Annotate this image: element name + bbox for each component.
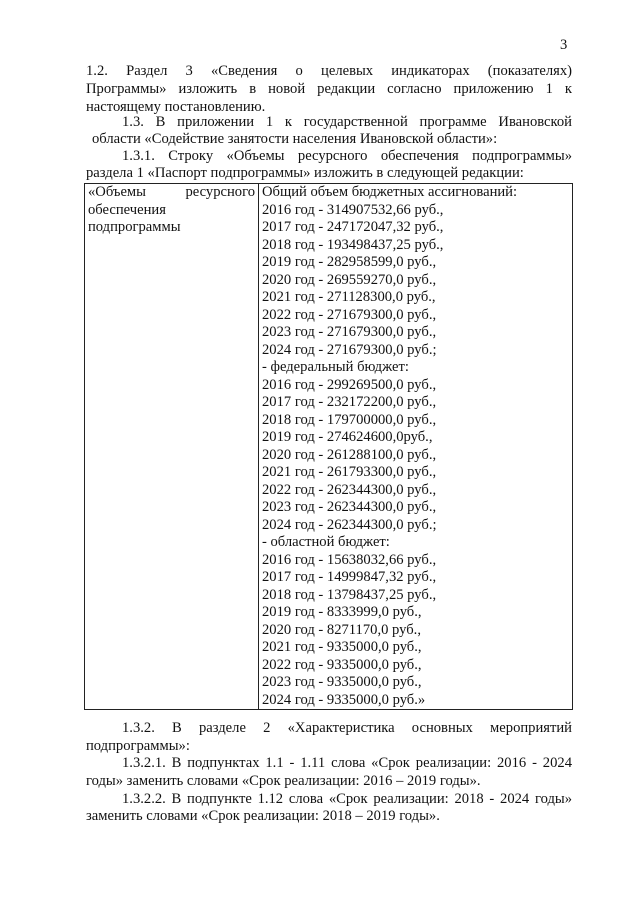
page-number: 3 bbox=[560, 37, 568, 53]
label-cell bbox=[85, 184, 259, 710]
para-1-3-2-line-2: подпрограммы»: bbox=[86, 738, 190, 754]
value-line: - областной бюджет: bbox=[262, 534, 390, 550]
value-line: 2017 год - 232172200,0 руб., bbox=[262, 394, 437, 410]
value-line: 2022 год - 271679300,0 руб., bbox=[262, 306, 437, 323]
value-line: 2020 год - 8271170,0 руб., bbox=[262, 621, 421, 638]
value-line: 2022 год - 262344300,0 руб., bbox=[262, 481, 437, 498]
value-line: 2018 год - 13798437,25 руб., bbox=[262, 586, 437, 603]
value-line: 2023 год - 9335000,0 руб., bbox=[262, 674, 422, 690]
para-1-3-2-2-line-2: заменить словами «Срок реализации: 2018 – 2019 годы». bbox=[86, 808, 440, 824]
para-1-3-2-2-line-1: 1.3.2.2. В подпункте 1.12 слова «Срок реализации: 2018 - 2024 годы» bbox=[122, 791, 572, 807]
value-line: 2020 год - 269559270,0 руб., bbox=[262, 271, 437, 288]
value-line: 2019 год - 8333999,0 руб., bbox=[262, 604, 422, 620]
value-line: 2019 год - 282958599,0 руб., bbox=[262, 254, 437, 270]
label-line: обеспечения bbox=[88, 201, 166, 218]
value-line: 2022 год - 9335000,0 руб., bbox=[262, 656, 422, 673]
para-1-3-2-line-1: 1.3.2. В разделе 2 «Характеристика основных мероприятий bbox=[122, 720, 572, 736]
value-cell bbox=[259, 184, 573, 710]
para-1-2-line-1: 1.2. Раздел 3 «Сведения о целевых индикаторах (показателях) bbox=[86, 63, 572, 79]
value-line: 2018 год - 193498437,25 руб., bbox=[262, 236, 444, 253]
value-line: 2019 год - 274624600,0руб., bbox=[262, 429, 433, 445]
value-line: 2024 год - 262344300,0 руб.; bbox=[262, 516, 437, 533]
funding-table bbox=[84, 183, 573, 710]
para-1-3-line-1: 1.3. В приложении 1 к государственной программе Ивановской bbox=[122, 114, 572, 130]
para-1-3-1-line-1: 1.3.1. Строку «Объемы ресурсного обеспечения подпрограммы» bbox=[122, 148, 572, 164]
value-line: 2021 год - 261793300,0 руб., bbox=[262, 464, 437, 480]
value-line: 2016 год - 314907532,66 руб., bbox=[262, 201, 444, 218]
value-line: 2023 год - 262344300,0 руб., bbox=[262, 499, 437, 515]
label-line: подпрограммы bbox=[88, 219, 181, 235]
value-line: 2021 год - 271128300,0 руб., bbox=[262, 289, 436, 305]
value-line: 2018 год - 179700000,0 руб., bbox=[262, 411, 437, 428]
para-1-3-1-line-2: раздела 1 «Паспорт подпрограммы» изложить в следующей редакции: bbox=[86, 165, 524, 181]
value-line: 2016 год - 299269500,0 руб., bbox=[262, 376, 437, 393]
para-1-3-2-1-line-1: 1.3.2.1. В подпунктах 1.1 - 1.11 слова «Срок реализации: 2016 - 2024 bbox=[122, 755, 572, 771]
value-line: 2020 год - 261288100,0 руб., bbox=[262, 446, 437, 463]
value-line: - федеральный бюджет: bbox=[262, 359, 409, 375]
para-1-2-line-3: настоящему постановлению. bbox=[86, 99, 266, 115]
para-1-2-line-2: Программы» изложить в новой редакции согласно приложению 1 к bbox=[86, 81, 572, 97]
label-line: «Объемы ресурсного bbox=[88, 184, 255, 200]
value-line: 2017 год - 247172047,32 руб., bbox=[262, 219, 444, 235]
para-1-3-2-1-line-2: годы» заменить словами «Срок реализации: 2016 – 2019 годы». bbox=[86, 773, 481, 789]
value-line: 2017 год - 14999847,32 руб., bbox=[262, 569, 437, 585]
value-line: 2024 год - 271679300,0 руб.; bbox=[262, 341, 437, 358]
value-line: 2016 год - 15638032,66 руб., bbox=[262, 551, 437, 568]
value-line: 2023 год - 271679300,0 руб., bbox=[262, 324, 437, 340]
value-line: 2021 год - 9335000,0 руб., bbox=[262, 639, 422, 655]
value-line: Общий объем бюджетных ассигнований: bbox=[262, 184, 518, 200]
table-row bbox=[85, 184, 573, 710]
para-1-3-line-2: области «Содействие занятости населения Ивановской области»: bbox=[92, 131, 498, 147]
value-line: 2024 год - 9335000,0 руб.» bbox=[262, 691, 426, 708]
